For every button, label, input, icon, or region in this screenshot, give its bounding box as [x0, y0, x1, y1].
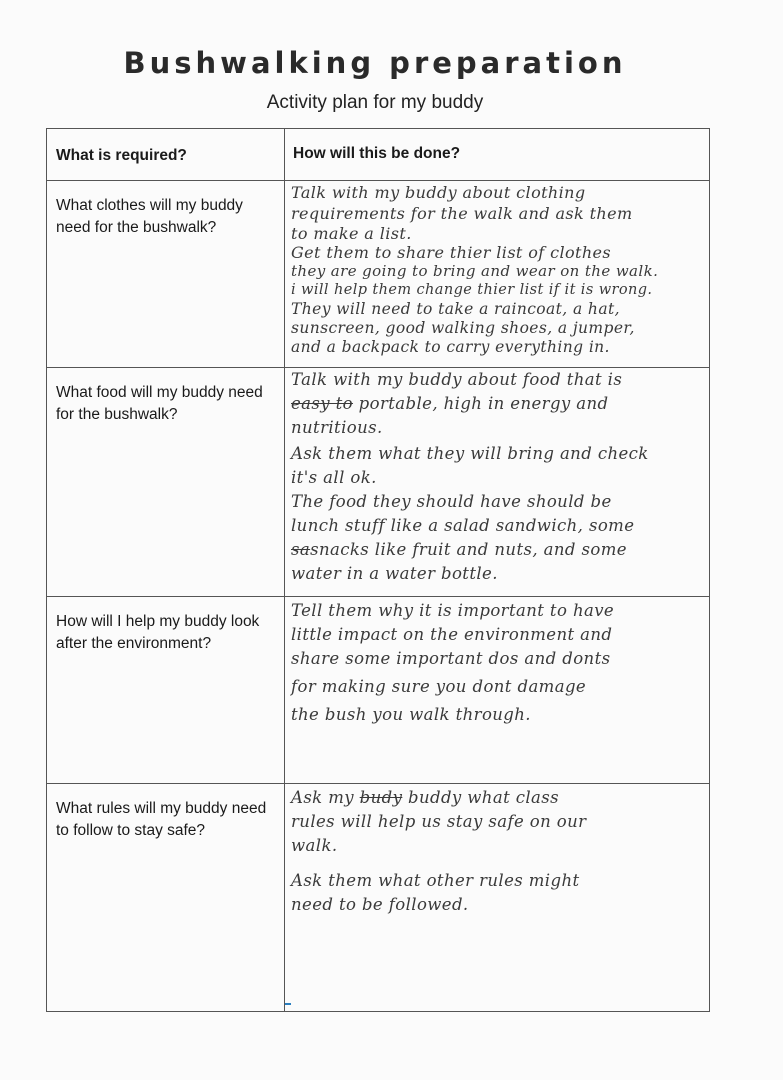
- answer-line: sunscreen, good walking shoes, a jumper,: [291, 319, 635, 337]
- struck-text: easy to: [291, 394, 354, 413]
- answer-line: need to be followed.: [291, 895, 469, 914]
- answer-line: i will help them change thier list if it is wrong.: [291, 282, 653, 298]
- answer-line: the bush you walk through.: [291, 705, 531, 724]
- answer-line: it's all ok.: [291, 468, 377, 487]
- answer-rules: [285, 784, 709, 1011]
- answer-line: to make a list.: [291, 224, 412, 243]
- answer-line: The food they should have should be: [291, 492, 612, 511]
- answer-line: [291, 538, 707, 562]
- answer-environment: [285, 597, 709, 783]
- struck-text: sa: [291, 540, 311, 559]
- table-row-environment: [47, 597, 709, 784]
- answer-line: [291, 786, 707, 810]
- answer-clothes: [285, 181, 709, 367]
- header-how-will-this-be-done: How will this be done?: [293, 145, 461, 162]
- answer-line-text: buddy what class: [408, 788, 560, 807]
- answer-line: rules will help us stay safe on our: [291, 812, 587, 831]
- struck-text: budy: [359, 788, 403, 807]
- answer-line: nutritious.: [291, 418, 383, 437]
- ink-speck: [285, 1003, 291, 1005]
- question-rules: What rules will my buddy need to follow to stay safe?: [47, 784, 285, 1011]
- answer-line: Get them to share thier list of clothes: [291, 243, 612, 262]
- question-food: What food will my buddy need for the bushwalk?: [47, 368, 285, 596]
- answer-line: They will need to take a raincoat, a hat,: [291, 300, 620, 318]
- answer-line: water in a water bottle.: [291, 564, 498, 583]
- answer-line: Ask them what other rules might: [291, 871, 580, 890]
- question-environment: How will I help my buddy look after the environment?: [47, 597, 285, 783]
- document-title: Bushwalking preparation: [123, 46, 627, 80]
- table-row-rules: [47, 784, 709, 1011]
- table-header-row: [47, 129, 709, 181]
- answer-line-text: snacks like fruit and nuts, and some: [310, 540, 627, 559]
- answer-line: little impact on the environment and: [291, 625, 613, 644]
- answer-line: they are going to bring and wear on the walk.: [291, 262, 659, 280]
- answer-food: [285, 368, 709, 596]
- answer-line-text: Ask my: [291, 788, 354, 807]
- answer-line: walk.: [291, 836, 338, 855]
- answer-line: requirements for the walk and ask them: [291, 204, 633, 223]
- answer-line-text: portable, high in energy and: [358, 394, 609, 413]
- answer-line: Tell them why it is important to have: [291, 601, 615, 620]
- activity-plan-table: [46, 128, 710, 1012]
- answer-line: [291, 392, 707, 416]
- answer-line: and a backpack to carry everything in.: [291, 338, 610, 356]
- answer-line: for making sure you dont damage: [291, 677, 587, 696]
- question-clothes: What clothes will my buddy need for the bushwalk?: [47, 181, 285, 367]
- answer-line: Talk with my buddy about food that is: [291, 370, 623, 389]
- answer-line: lunch stuff like a salad sandwich, some: [291, 516, 635, 535]
- answer-line: Ask them what they will bring and check: [291, 444, 649, 463]
- answer-line: Talk with my buddy about clothing: [291, 183, 586, 202]
- document-subtitle: Activity plan for my buddy: [266, 92, 484, 113]
- header-what-is-required: What is required?: [47, 129, 285, 180]
- table-row-food: [47, 368, 709, 597]
- answer-line: share some important dos and donts: [291, 649, 611, 668]
- table-row-clothes: [47, 181, 709, 368]
